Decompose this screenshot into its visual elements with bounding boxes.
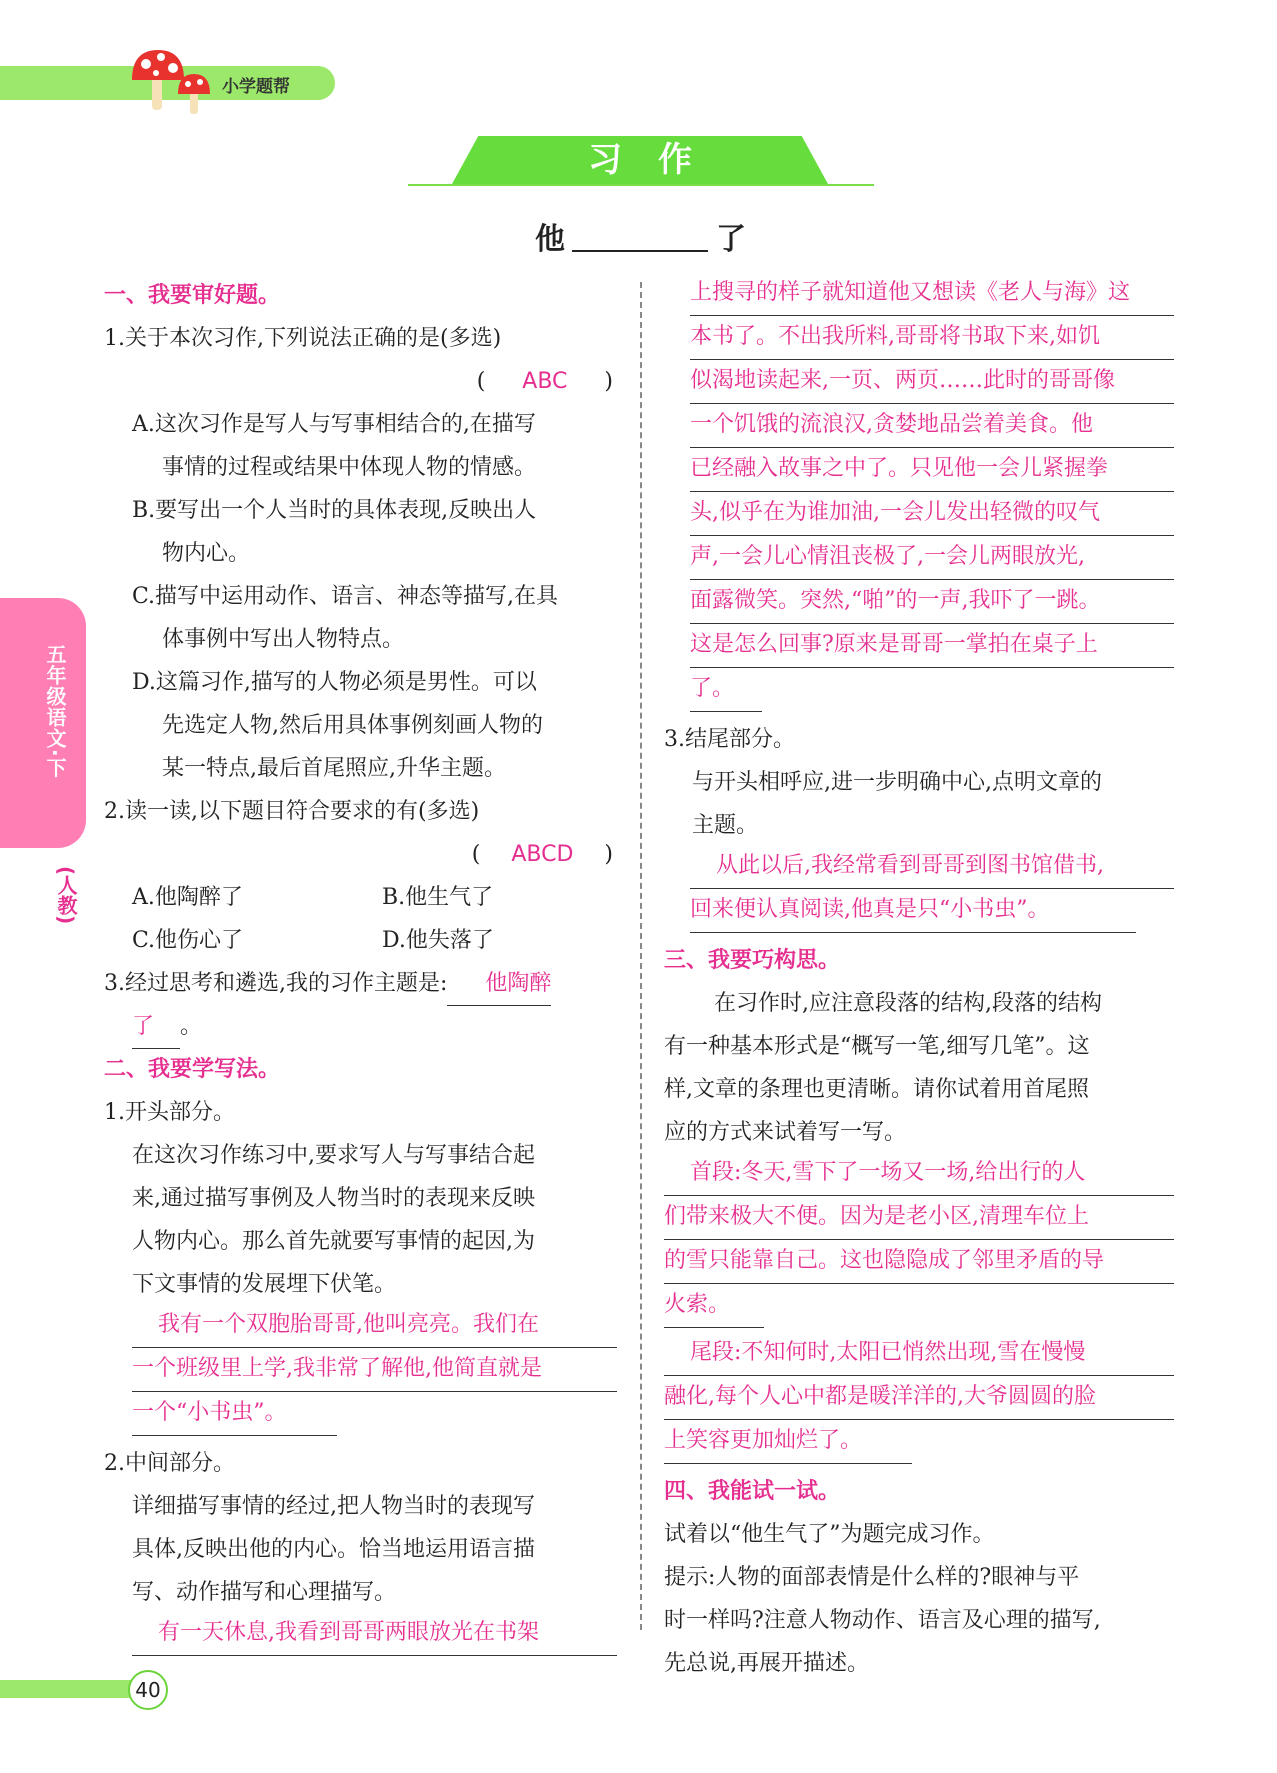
paragraph-line: 时一样吗?注意人物动作、语言及心理的描写, xyxy=(664,1608,1101,1633)
answer-line: 融化,每个人心中都是暖洋洋的,大爷圆圆的脸 xyxy=(664,1378,1174,1420)
option-d: D.他失落了 xyxy=(382,928,494,953)
option-text: 体事例中写出人物特点。 xyxy=(162,627,405,652)
answer-line: 面露微笑。突然,“啪”的一声,我吓了一跳。 xyxy=(690,582,1174,624)
paragraph-line: 先总说,再展开描述。 xyxy=(664,1651,869,1676)
answer-block xyxy=(664,847,1174,939)
answer-line: 已经融入故事之中了。只见他一会儿紧握拳 xyxy=(690,450,1174,492)
option-text: D.这篇习作,描写的人物必须是男性。可以 xyxy=(132,670,537,695)
answer-line: 一个饥饿的流浪汉,贪婪地品尝着美食。他 xyxy=(690,406,1174,448)
answer-line: 上笑容更加灿烂了。 xyxy=(664,1422,912,1464)
part-heading: 3.结尾部分。 xyxy=(664,727,795,752)
page-title: 习作 xyxy=(588,140,728,180)
paragraph-line: 试着以“他生气了”为题完成习作。 xyxy=(664,1522,995,1547)
answer-line: 首段:冬天,雪下了一场又一场,给出行的人 xyxy=(664,1154,1174,1196)
question-3-text: 3.经过思考和遴选,我的习作主题是: xyxy=(104,971,448,996)
paragraph-line: 详细描写事情的经过,把人物当时的表现写 xyxy=(132,1494,535,1519)
bracket-close: ) xyxy=(604,842,613,867)
subtitle-blank xyxy=(572,250,708,252)
paragraph-line: 写、动作描写和心理描写。 xyxy=(132,1580,397,1605)
column-divider xyxy=(640,282,642,1630)
paragraph-line: 人物内心。那么首先就要写事情的起因,为 xyxy=(132,1229,535,1254)
bracket-open: ( xyxy=(471,842,481,867)
answer-line: 火索。 xyxy=(664,1286,764,1328)
bracket-open: ( xyxy=(476,369,486,394)
paragraph-line: 主题。 xyxy=(692,813,759,838)
question-3-answer-cont: 了 xyxy=(132,1005,180,1049)
paragraph-line: 有一种基本形式是“概写一笔,细写几笔”。这 xyxy=(664,1034,1090,1059)
question-3-answer: 他陶醉 xyxy=(447,962,551,1006)
answer-block xyxy=(664,274,1174,718)
header-label: 小学题帮 xyxy=(222,77,290,97)
question-1: 1.关于本次习作,下列说法正确的是(多选) xyxy=(104,326,502,351)
question-2-answer: ABCD xyxy=(511,842,574,867)
option-text: 物内心。 xyxy=(162,541,251,566)
option-text: 事情的过程或结果中体现人物的情感。 xyxy=(162,455,537,480)
question-1-answer: ABC xyxy=(522,369,568,394)
question-2: 2.读一读,以下题目符合要求的有(多选) xyxy=(104,799,480,824)
option-text: B.要写出一个人当时的具体表现,反映出人 xyxy=(132,498,537,523)
answer-line: 似渴地读起来,一页、两页……此时的哥哥像 xyxy=(690,362,1174,404)
right-column xyxy=(664,274,1174,1685)
answer-line: 有一天休息,我看到哥哥两眼放光在书架 xyxy=(132,1614,617,1656)
question-3-cont xyxy=(104,1005,617,1048)
option-row xyxy=(104,876,617,919)
paragraph-line: 来,通过描写事例及人物当时的表现来反映 xyxy=(132,1186,535,1211)
option-row xyxy=(104,919,617,962)
option-text: 某一特点,最后首尾照应,升华主题。 xyxy=(162,756,506,781)
answer-line: 一个班级里上学,我非常了解他,他简直就是 xyxy=(132,1350,617,1392)
part-heading: 1.开头部分。 xyxy=(104,1100,235,1125)
question-1-answer-row xyxy=(104,360,617,403)
answer-block xyxy=(104,1614,617,1656)
answer-block xyxy=(664,1154,1174,1470)
period: 。 xyxy=(180,1014,203,1039)
answer-line: 我有一个双胞胎哥哥,他叫亮亮。我们在 xyxy=(132,1306,617,1348)
answer-line: 回来便认真阅读,他真是只“小书虫”。 xyxy=(690,891,1136,933)
answer-line: 了。 xyxy=(690,670,762,712)
left-column xyxy=(104,274,617,1658)
paragraph-line: 下文事情的发展埋下伏笔。 xyxy=(132,1272,397,1297)
answer-line: 这是怎么回事?原来是哥哥一掌拍在桌子上 xyxy=(690,626,1174,668)
answer-line: 上搜寻的样子就知道他又想读《老人与海》这 xyxy=(690,274,1174,316)
option-c: C.他伤心了 xyxy=(132,928,244,953)
bracket-close: ) xyxy=(604,369,613,394)
answer-line: 一个“小书虫”。 xyxy=(132,1394,337,1436)
answer-line: 们带来极大不便。因为是老小区,清理车位上 xyxy=(664,1198,1174,1240)
answer-line: 从此以后,我经常看到哥哥到图书馆借书, xyxy=(690,847,1174,889)
answer-line: 本书了。不出我所料,哥哥将书取下来,如饥 xyxy=(690,318,1174,360)
subtitle-left: 他 xyxy=(535,222,565,257)
paragraph-line: 在这次习作练习中,要求写人与写事结合起 xyxy=(132,1143,535,1168)
answer-line: 的雪只能靠自己。这也隐隐成了邻里矛盾的导 xyxy=(664,1242,1174,1284)
section-heading: 一、我要审好题。 xyxy=(104,283,281,308)
question-3 xyxy=(104,962,617,1005)
section-heading: 三、我要巧构思。 xyxy=(664,948,841,973)
side-tab-edition: (人教) xyxy=(54,866,78,925)
page-number: 40 xyxy=(128,1670,168,1710)
paragraph-line: 样,文章的条理也更清晰。请你试着用首尾照 xyxy=(664,1077,1089,1102)
answer-line: 尾段:不知何时,太阳已悄然出现,雪在慢慢 xyxy=(664,1334,1174,1376)
option-text: A.这次习作是写人与写事相结合的,在描写 xyxy=(132,412,536,437)
paragraph-line: 在习作时,应注意段落的结构,段落的结构 xyxy=(714,991,1102,1016)
answer-line: 声,一会儿心情沮丧极了,一会儿两眼放光, xyxy=(690,538,1174,580)
option-text: 先选定人物,然后用具体事例刻画人物的 xyxy=(162,713,543,738)
section-heading: 四、我能试一试。 xyxy=(664,1479,841,1504)
section-heading: 二、我要学写法。 xyxy=(104,1057,281,1082)
title-rule xyxy=(408,184,874,186)
answer-block xyxy=(104,1306,617,1442)
paragraph-line: 与开头相呼应,进一步明确中心,点明文章的 xyxy=(692,770,1102,795)
paragraph-line: 应的方式来试着写一写。 xyxy=(664,1120,907,1145)
question-2-answer-row xyxy=(104,833,617,876)
part-heading: 2.中间部分。 xyxy=(104,1451,235,1476)
option-text: C.描写中运用动作、语言、神态等描写,在具 xyxy=(132,584,559,609)
answer-line: 头,似乎在为谁加油,一会儿发出轻微的叹气 xyxy=(690,494,1174,536)
side-tab-grade: 五年级语文·下 xyxy=(43,644,67,779)
option-b: B.他生气了 xyxy=(382,885,494,910)
paragraph-line: 提示:人物的面部表情是什么样的?眼神与平 xyxy=(664,1565,1080,1590)
paragraph-line: 具体,反映出他的内心。恰当地运用语言描 xyxy=(132,1537,535,1562)
subtitle-right: 了 xyxy=(716,222,746,257)
mushroom-logo-icon xyxy=(128,46,218,118)
option-a: A.他陶醉了 xyxy=(132,885,243,910)
